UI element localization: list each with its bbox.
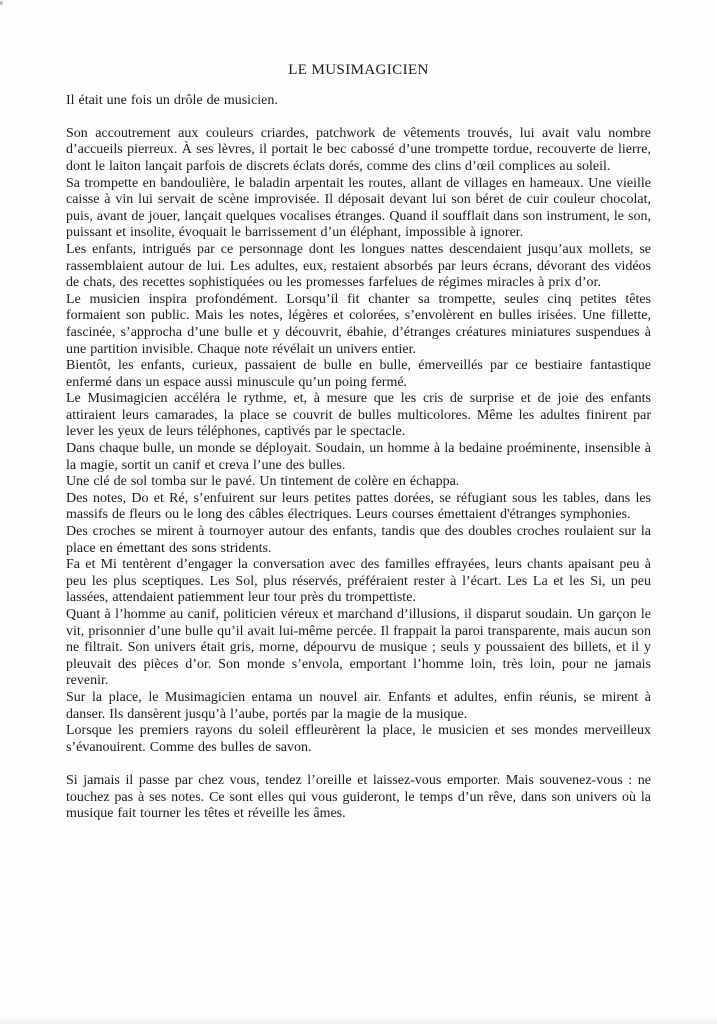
story-paragraph: Si jamais il passe par chez vous, tendez l’oreille et laissez-vous emporter. Mais souvenez-vous : ne touchez pas à ses notes. Ce sont elles qui vous guideront, le temps d’un rêve, dans son univers où la musique fait tourner les têtes et réveille les âmes. bbox=[66, 772, 651, 822]
story-paragraph: Il était une fois un drôle de musicien. bbox=[66, 92, 278, 108]
story-paragraph: Sur la place, le Musimagicien entama un nouvel air. Enfants et adultes, enfin réunis, se mirent à danser. Ils dansèrent jusqu’à l’aube, portés par la magie de la musique. bbox=[66, 689, 651, 722]
story-paragraph: Le Musimagicien accéléra le rythme, et, à mesure que les cris de surprise et de joie des enfants attiraient leurs camarades, la place se couvrit de bulles multicolores. Même les adultes finirent par lever les yeux de leurs téléphones, captivés par le spectacle. bbox=[66, 391, 651, 440]
story-paragraph: Des croches se mirent à tournoyer autour des enfants, tandis que des doubles croches roulaient sur la place en émettant des sons stridents. bbox=[66, 524, 651, 556]
story-paragraph: Quant à l’homme au canif, politicien véreux et marchand d’illusions, il disparut soudain. Un garçon le vit, prisonnier d’une bulle qu’il avait lui-même percée. Il frappait la paroi transparente, mais aucun son ne filtrait. Son univers était gris, morne, dépourvu de musique ; seuls y poussaient des billets, et il y pleuvait des pièces d’or. Son monde s’envola, emportant l’homme loin, très loin, pour ne jamais revenir. bbox=[66, 607, 651, 689]
story-paragraph: Des notes, Do et Ré, s’enfuirent sur leurs petites pattes dorées, se réfugiant sous les tables, dans les massifs de fleurs ou le long des câbles électriques. Leurs courses émettaient d'étranges symphonies. bbox=[66, 490, 651, 523]
story-paragraph: Une clé de sol tomba sur le pavé. Un tintement de colère en échappa. bbox=[66, 474, 460, 490]
document-body bbox=[66, 93, 651, 823]
story-paragraph: Sa trompette en bandoulière, le baladin arpentait les routes, allant de villages en hameaux. Une vieille caisse à vin lui servait de scène improvisée. Il déposait devant lui son béret de cuir couleur chocolat, puis, avant de jouer, lançait quelques vocalises étranges. Quand il soufflait dans son instrument, le son, puissant et insolite, évoquait le barrissement d’un éléphant, impossible à ignorer. bbox=[66, 175, 651, 241]
story-paragraph: Son accoutrement aux couleurs criardes, patchwork de vêtements trouvés, lui avait valu nombre d’accueils pierreux. À ses lèvres, il portait le bec cabossé d’une trompette tordue, recouverte de lierre, dont le laiton lançait parfois de discrets éclats dorés, comme des clins d’œil complices au soleil. bbox=[66, 125, 651, 174]
story-paragraph: Le musicien inspira profondément. Lorsqu’il fit chanter sa trompette, seules cinq petites têtes formaient son public. Mais les notes, légères et colorées, s’envolèrent en bulles irisées. Une fillette, fascinée, s’approcha d’une bulle et y découvrit, ébahie, d’étranges créatures miniatures suspendues à une partition invisible. Chaque note révélait un univers entier. bbox=[66, 291, 651, 357]
document-title: LE MUSIMAGICIEN bbox=[288, 62, 429, 78]
page-bottom-shadow bbox=[0, 1016, 717, 1024]
story-paragraph: Fa et Mi tentèrent d’engager la conversation avec des familles effrayées, leurs chants apaisant peu à peu les plus sceptiques. Les Sol, plus réservés, préféraient rester à l’écart. Les La et les Si, un peu lassées, attendaient patiemment leur tour près du trompettiste. bbox=[66, 557, 651, 606]
story-paragraph: Bientôt, les enfants, curieux, passaient de bulle en bulle, émerveillés par ce bestiaire fantastique enfermé dans un espace aussi minuscule qu’un poing fermé. bbox=[66, 358, 651, 390]
story-paragraph: Dans chaque bulle, un monde se déployait. Soudain, un homme à la bedaine proéminente, insensible à la magie, sortit un canif et creva l’une des bulles. bbox=[66, 441, 651, 473]
scan-artifact bbox=[0, 1, 3, 5]
story-paragraph: Les enfants, intrigués par ce personnage dont les longues nattes descendaient jusqu’aux mollets, se rassemblaient autour de lui. Les adultes, eux, restaient absorbés par leurs écrans, dévorant des vidéos de chats, des recettes sophistiquées ou les promesses farfelues de régimes miracles à prix d’or. bbox=[66, 241, 651, 291]
story-paragraph: Lorsque les premiers rayons du soleil effleurèrent la place, le musicien et ses mondes merveilleux s’évanouirent. Comme des bulles de savon. bbox=[66, 723, 651, 755]
